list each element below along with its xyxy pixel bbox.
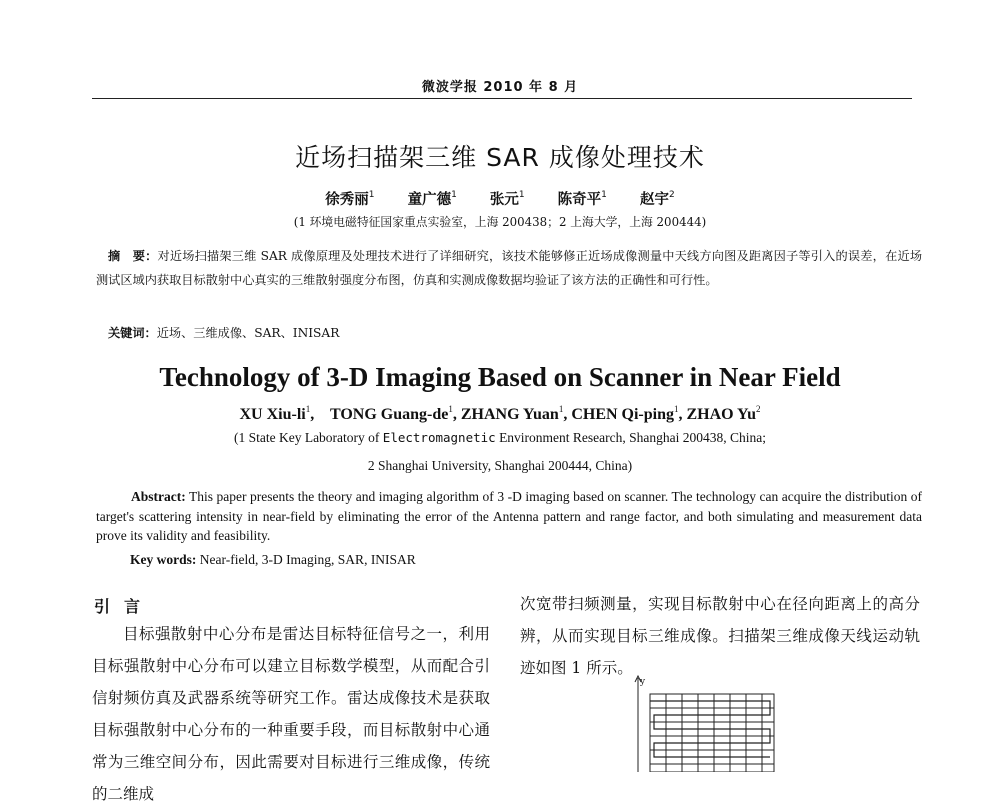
author-en-2: TONG Guang-$de^1$ (329, 404, 453, 423)
section-heading-introduction: 引言 (94, 597, 155, 616)
english-keywords-text: Near-field, 3-D Imaging, SAR, INISAR (199, 552, 416, 567)
english-abstract-label: Abstract: (131, 489, 186, 504)
english-affiliation-1: (1 State Key Laboratory of Electromagnetic Environment Research, Shanghai 200438, China; (233, 430, 767, 445)
english-authors: XU Xiu-$li^1$, TONG Guang-$de^1$, ZHANG Yuan$^1$, CHEN Qi-ping$^1$, ZHAO Yu$^2$ (239, 404, 761, 423)
scan-trajectory-figure (610, 672, 790, 772)
author-cn-2: 童广德$^1$ (407, 190, 457, 208)
figure-frame (650, 694, 774, 772)
author-cn-3: 张元$^1$ (489, 190, 525, 208)
author-cn-5: 赵宇$^2$ (639, 190, 675, 208)
figure-scan-path (650, 701, 770, 757)
english-abstract (96, 487, 922, 546)
english-keywords-label: Key words: (130, 552, 197, 567)
english-keywords (130, 552, 416, 568)
chinese-keywords-label: 关键词： (108, 326, 157, 340)
author-cn-1: 徐秀丽$^1$ (325, 190, 375, 208)
author-en-1: XU Xiu-$li^1$ (239, 404, 311, 423)
body-left-column: 目标强散射中心分布是雷达目标特征信号之一，利用目标强散射中心分布可以建立目标数学模型，从而配合引信射频仿真及武器系统等研究工作。雷达成像技术是获取目标强散射中心分布的一种重要手段，而目标散射中心通常为三维空间分布，因此需要对目标进行三维成像，传统的二维成 (92, 625, 490, 803)
english-affiliation-2: 2 Shanghai University, Shanghai 200444, China) (367, 458, 633, 473)
chinese-affiliation: (1 环境电磁特征国家重点实验室，上海 200438；2 上海大学，上海 200444) (293, 215, 707, 229)
chinese-keywords-text: 近场、三维成像、SAR、INISAR (156, 326, 340, 340)
author-en-5: ZHAO Yu$^2$ (686, 404, 761, 423)
body-right-column: 次宽带扫频测量，实现目标散射中心在径向距离上的高分辨，从而实现目标三维成像。扫描架三维成像天线运动轨迹如图 1 所示。 (520, 595, 920, 677)
running-head: 微波学报 2010 年 8 月 (421, 80, 579, 95)
author-en-3: ZHANG Yuan$^1$ (460, 404, 564, 423)
figure-axis-label: y (640, 677, 646, 687)
english-title: Technology of 3-D Imaging Based on Scanner in Near Field (159, 362, 841, 392)
chinese-abstract-text: 对近场扫描架三维 SAR 成像原理及处理技术进行了详细研究，该技术能够修正近场成像测量中天线方向图及距离因子等引入的误差，在近场测试区域内获取目标散射中心真实的三维散射强度分布图，仿真和实测成像数据均验证了该方法的正确性和可行性。 (96, 249, 923, 287)
chinese-keywords (108, 324, 339, 341)
chinese-authors (0, 188, 1000, 209)
author-en-4: CHEN Qi-ping$^1$ (571, 404, 679, 423)
chinese-abstract (96, 244, 922, 292)
author-cn-4: 陈奇平$^1$ (557, 190, 607, 208)
chinese-abstract-label: 摘 要： (108, 249, 158, 263)
english-abstract-text: This paper presents the theory and imaging algorithm of 3 -D imaging based on scanner. The technology can acquire the distribution of target's scattering intensity in near-field by eliminating the error of the Antenna pattern and range factor, and both simulating and measurement data prove its validity and feasibility. (96, 489, 922, 543)
header-rule (92, 98, 912, 99)
chinese-title: 近场扫描架三维 SAR 成像处理技术 (295, 143, 705, 172)
